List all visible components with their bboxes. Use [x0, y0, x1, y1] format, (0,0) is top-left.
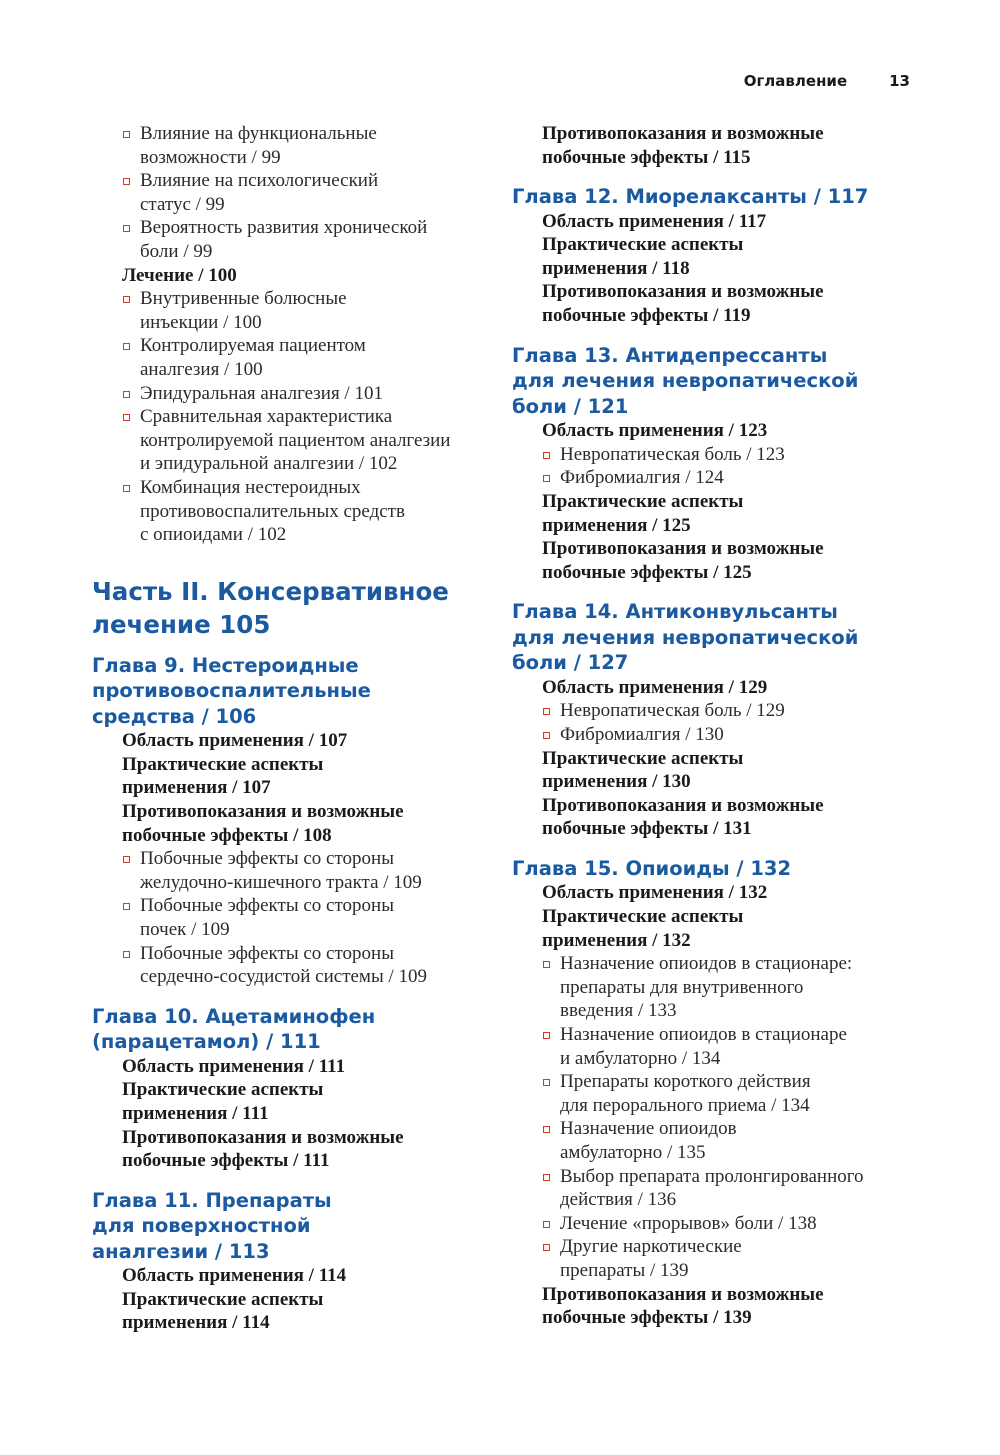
toc-section[interactable]: Область применения / 129 [542, 676, 768, 698]
toc-section[interactable]: Практические аспекты применения / 132 [542, 906, 744, 951]
square-bullet-icon [543, 708, 550, 715]
toc-subitem[interactable]: Другие наркотические препараты / 139 [512, 1235, 912, 1282]
toc-subitem[interactable]: Сравнительная характеристика контролируемой пациентом аналгезии и эпидуральной аналгезии / 102 [92, 405, 512, 476]
square-bullet-icon [123, 296, 130, 303]
square-bullet-icon [543, 1079, 550, 1086]
toc-subitem[interactable]: Влияние на психологический статус / 99 [92, 169, 512, 216]
square-bullet-icon [123, 131, 130, 138]
toc-section[interactable]: Практические аспекты применения / 125 [542, 490, 744, 536]
toc-subitem[interactable]: Влияние на функциональные возможности / 99 [92, 122, 512, 169]
toc-subitem[interactable]: Побочные эффекты со стороны почек / 109 [92, 894, 512, 941]
toc-chapter-11[interactable]: Глава 11. Препараты для поверхностной аналгезии / 113 [92, 1188, 332, 1263]
toc-chapter-10[interactable]: Глава 10. Ацетаминофен (парацетамол) / 111 [92, 1004, 376, 1054]
header-title: Оглавление [743, 72, 848, 90]
toc-subitem[interactable]: Выбор препарата пролонгированного действия / 136 [512, 1165, 912, 1212]
toc-section[interactable]: Противопоказания и возможные побочные эффекты / 108 [122, 800, 404, 846]
toc-chapter-15[interactable]: Глава 15. Опиоиды / 132 [512, 856, 792, 880]
toc-subitem[interactable]: Побочные эффекты со стороны сердечно-сосудистой системы / 109 [92, 942, 512, 989]
toc-chapter-9[interactable]: Глава 9. Нестероидные противовоспалительные средства / 106 [92, 653, 371, 728]
toc-right-column [512, 122, 912, 1330]
toc-subitem[interactable]: Фибромиалгия / 130 [512, 723, 912, 747]
toc-section[interactable]: Практические аспекты применения / 118 [542, 234, 744, 279]
toc-section[interactable]: Противопоказания и возможные побочные эффекты / 115 [542, 123, 824, 168]
running-header [744, 72, 910, 90]
square-bullet-icon [543, 475, 550, 482]
toc-section[interactable]: Противопоказания и возможные побочные эффекты / 131 [542, 794, 824, 840]
toc-left-column [92, 122, 512, 1335]
square-bullet-icon [123, 343, 130, 350]
toc-chapter-14[interactable]: Глава 14. Антиконвульсанты для лечения невропатической боли / 127 [512, 600, 859, 675]
square-bullet-icon [123, 225, 130, 232]
square-bullet-icon [123, 414, 130, 421]
toc-subitem[interactable]: Назначение опиоидов в стационаре и амбулаторно / 134 [512, 1023, 912, 1070]
toc-subitem[interactable]: Вероятность развития хронической боли / 99 [92, 216, 512, 263]
toc-subitem[interactable]: Невропатическая боль / 129 [512, 699, 912, 723]
toc-subitem[interactable]: Назначение опиоидов амбулаторно / 135 [512, 1117, 912, 1164]
square-bullet-icon [123, 951, 130, 958]
toc-subitem[interactable]: Побочные эффекты со стороны желудочно-кишечного тракта / 109 [92, 847, 512, 894]
square-bullet-icon [543, 961, 550, 968]
square-bullet-icon [123, 856, 130, 863]
toc-section[interactable]: Противопоказания и возможные побочные эффекты / 119 [542, 281, 824, 327]
toc-subitem[interactable]: Комбинация нестероидных противовоспалительных средств с опиоидами / 102 [92, 476, 512, 547]
square-bullet-icon [543, 1221, 550, 1228]
square-bullet-icon [123, 391, 130, 398]
toc-subitem[interactable]: Внутривенные болюсные инъекции / 100 [92, 287, 512, 334]
toc-subitem[interactable]: Лечение «прорывов» боли / 138 [512, 1212, 912, 1236]
toc-subitem[interactable]: Невропатическая боль / 123 [512, 443, 912, 467]
toc-section[interactable]: Область применения / 117 [542, 210, 767, 232]
square-bullet-icon [543, 452, 550, 459]
square-bullet-icon [543, 1126, 550, 1133]
toc-section[interactable]: Область применения / 111 [122, 1055, 346, 1077]
toc-section[interactable]: Практические аспекты применения / 111 [122, 1079, 324, 1124]
toc-part-2[interactable]: Часть II. Консервативное лечение 105 [92, 576, 449, 639]
toc-section[interactable]: Область применения / 107 [122, 730, 348, 752]
square-bullet-icon [543, 1244, 550, 1251]
toc-section[interactable]: Противопоказания и возможные побочные эффекты / 111 [122, 1126, 404, 1172]
toc-subitem[interactable]: Препараты короткого действия для перорального приема / 134 [512, 1070, 912, 1117]
toc-subitem[interactable]: Эпидуральная аналгезия / 101 [92, 382, 512, 406]
toc-section[interactable]: Область применения / 114 [122, 1265, 347, 1287]
square-bullet-icon [123, 178, 130, 185]
square-bullet-icon [543, 732, 550, 739]
toc-section[interactable]: Область применения / 132 [542, 882, 768, 904]
toc-chapter-13[interactable]: Глава 13. Антидепрессанты для лечения невропатической боли / 121 [512, 343, 859, 418]
square-bullet-icon [543, 1032, 550, 1039]
toc-section[interactable]: Практические аспекты применения / 107 [122, 753, 324, 799]
toc-subitem[interactable]: Фибромиалгия / 124 [512, 466, 912, 490]
toc-section[interactable]: Область применения / 123 [542, 420, 768, 442]
toc-section[interactable]: Практические аспекты применения / 130 [542, 747, 744, 793]
page-number: 13 [889, 72, 910, 90]
toc-section-treatment[interactable]: Лечение / 100 [122, 264, 237, 286]
square-bullet-icon [123, 485, 130, 492]
square-bullet-icon [123, 903, 130, 910]
toc-subitem[interactable]: Контролируемая пациентом аналгезия / 100 [92, 334, 512, 381]
square-bullet-icon [543, 1174, 550, 1181]
toc-section[interactable]: Противопоказания и возможные побочные эффекты / 125 [542, 538, 824, 583]
toc-section[interactable]: Практические аспекты применения / 114 [122, 1288, 324, 1334]
toc-section[interactable]: Противопоказания и возможные побочные эффекты / 139 [542, 1283, 824, 1329]
toc-subitem[interactable]: Назначение опиоидов в стационаре: препараты для внутривенного введения / 133 [512, 952, 912, 1023]
toc-chapter-12[interactable]: Глава 12. Миорелаксанты / 117 [512, 185, 869, 209]
